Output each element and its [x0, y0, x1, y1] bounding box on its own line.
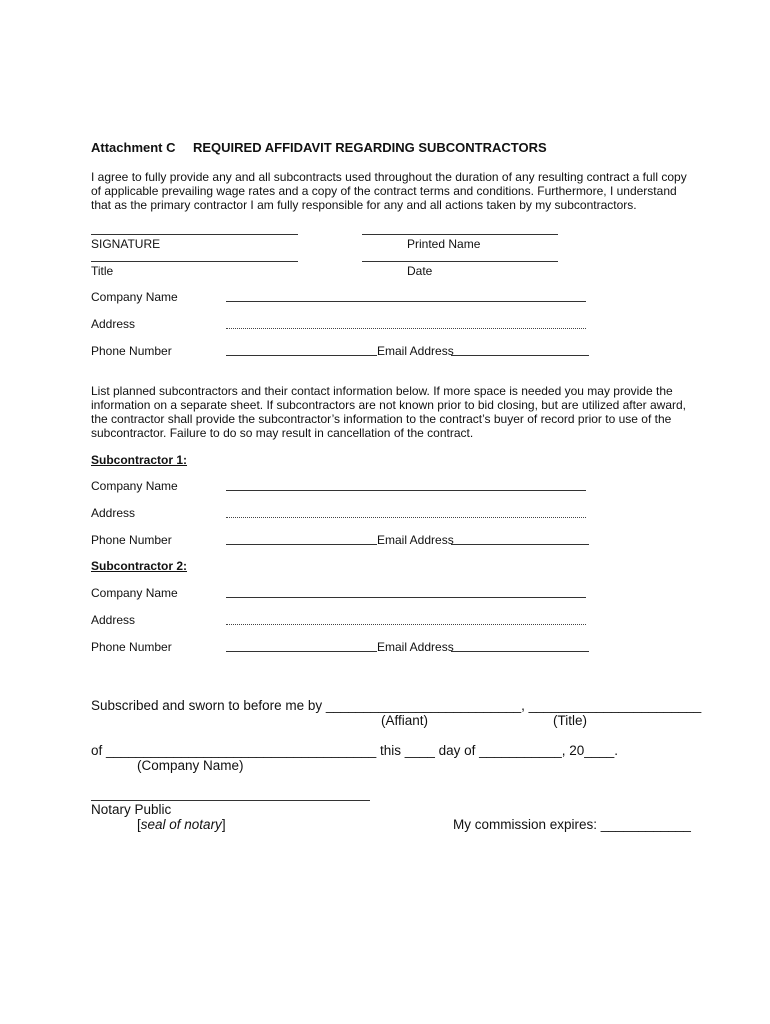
sub2-company-name-label: Company Name [91, 586, 178, 600]
phone-number-field[interactable] [226, 355, 377, 356]
affiant-label: (Affiant) [381, 713, 429, 728]
title-caption: (Title) [553, 713, 587, 728]
sub2-phone-number-field[interactable] [226, 651, 377, 652]
sub2-phone-number-label: Phone Number [91, 640, 172, 654]
date-line[interactable] [362, 261, 558, 262]
seal-of-notary-label: [seal of notary] [137, 817, 226, 832]
subcontractor-1-heading: Subcontractor 1: [91, 453, 188, 467]
sub2-email-address-label: Email Address [377, 640, 454, 654]
phone-number-label: Phone Number [91, 344, 172, 358]
of-line[interactable]: of ____________________________________ this ____ day of ___________, 20____. [91, 743, 619, 758]
sub1-phone-number-label: Phone Number [91, 533, 172, 547]
title-label: Title [91, 264, 114, 278]
page-title: REQUIRED AFFIDAVIT REGARDING SUBCONTRACTORS [193, 140, 547, 155]
signature-line[interactable] [91, 234, 298, 235]
printed-name-line[interactable] [362, 234, 558, 235]
company-name-label: Company Name [91, 290, 178, 304]
sub1-address-label: Address [91, 506, 136, 520]
address-field[interactable] [226, 328, 586, 329]
sub1-email-address-field[interactable] [451, 544, 589, 545]
subcontractor-2-heading: Subcontractor 2: [91, 559, 188, 573]
sub1-company-name-label: Company Name [91, 479, 178, 493]
company-name-field[interactable] [226, 301, 586, 302]
sworn-statement[interactable]: Subscribed and sworn to before me by __________________________, _______________________ [91, 698, 702, 713]
sub2-email-address-field[interactable] [451, 651, 589, 652]
attachment-label: Attachment C [91, 140, 176, 155]
sub1-company-name-field[interactable] [226, 490, 586, 491]
notary-public-label: Notary Public [91, 802, 172, 817]
sub2-address-label: Address [91, 613, 136, 627]
notary-signature-line[interactable] [91, 800, 370, 801]
list-instructions: List planned subcontractors and their contact information below. If more space is needed you may provide the information on a separate sheet. If subcontractors are not known prior to bid closing, but are utilized after award, the contractor shall provide the subcontractor’s information to the contract’s buyer of record prior to use of the subcontractor. Failure to do so may result in cancellation of the contract. [91, 384, 686, 440]
sub2-company-name-field[interactable] [226, 597, 586, 598]
company-name-caption: (Company Name) [137, 758, 244, 773]
sub1-phone-number-field[interactable] [226, 544, 377, 545]
signature-label: SIGNATURE [91, 237, 161, 251]
date-label: Date [407, 264, 433, 278]
sub1-address-field[interactable] [226, 517, 586, 518]
email-address-label: Email Address [377, 344, 454, 358]
title-line[interactable] [91, 261, 298, 262]
sub1-email-address-label: Email Address [377, 533, 454, 547]
address-label: Address [91, 317, 136, 331]
sub2-address-field[interactable] [226, 624, 586, 625]
intro-paragraph: I agree to fully provide any and all subcontracts used throughout the duration of any resulting contract a full copy of applicable prevailing wage rates and a copy of the contract terms and conditions. Furthermore, I understand that as the primary contractor I am fully responsible for any and all actions taken by my subcontractors. [91, 170, 687, 212]
printed-name-label: Printed Name [407, 237, 481, 251]
commission-expires[interactable]: My commission expires: ____________ [453, 817, 691, 832]
email-address-field[interactable] [451, 355, 589, 356]
